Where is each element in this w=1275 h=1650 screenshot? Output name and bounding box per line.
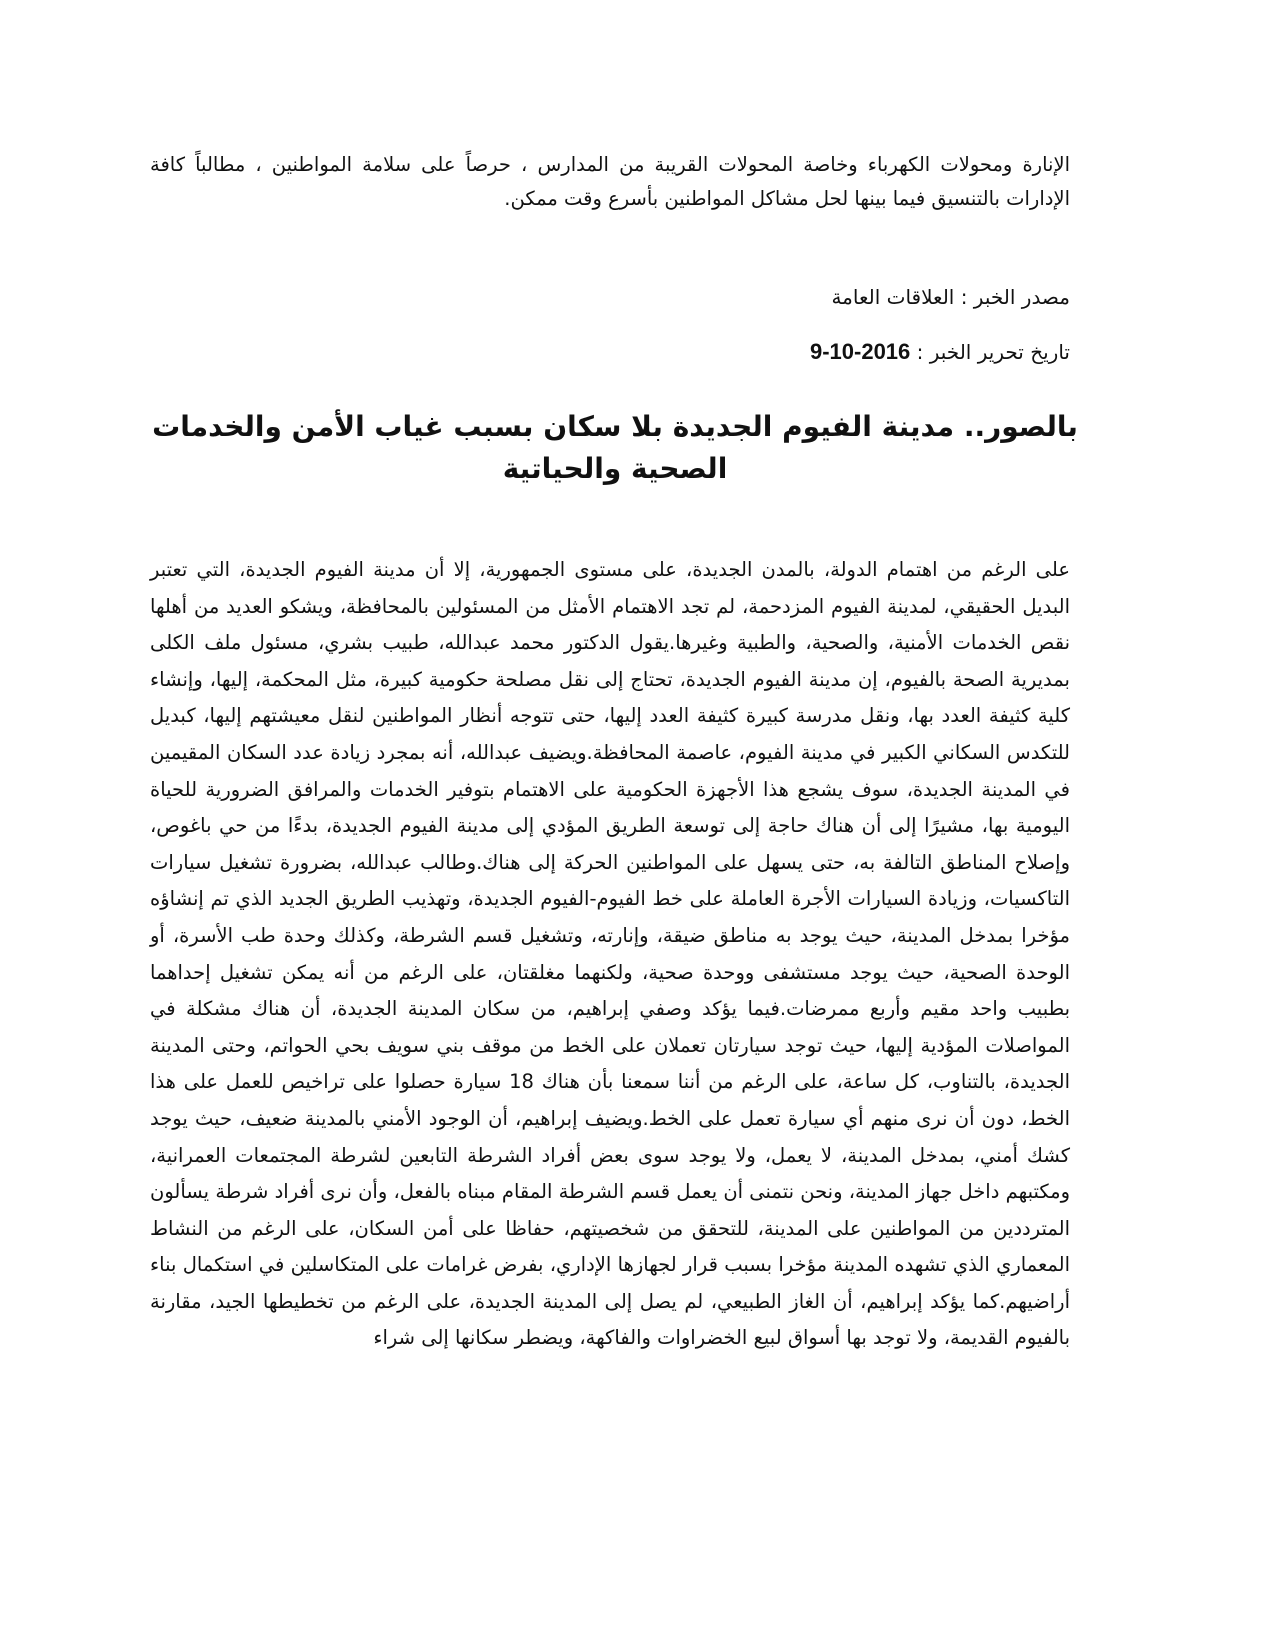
news-date-line [150, 337, 1070, 367]
article-headline [145, 406, 1085, 490]
intro-paragraph [150, 148, 1070, 216]
news-date-value: 9-10-2016 [809, 339, 911, 364]
article-body-text: على الرغم من اهتمام الدولة، بالمدن الجديدة، على مستوى الجمهورية، إلا أن مدينة الفيوم الجديدة، التي تعتبر البديل الحقيقي، لمدينة الفيوم المزدحمة، لم تجد الاهتمام الأمثل من المسئولين بالمحافظة، ويشكو العديد من أهلها نقص الخدمات الأمنية، والصحية، والطبية وغيرها.يقول الدكتور محمد عبدالله، طبيب بشري، مسئول ملف الكلى بمديرية الصحة بالفيوم، إن مدينة الفيوم الجديدة، تحتاج إلى نقل مصلحة حكومية كبيرة، مثل المحكمة، إليها، وإنشاء كلية كثيفة العدد بها، ونقل مدرسة كبيرة كثيفة العدد إليها، حتى تتوجه أنظار المواطنين لنقل معيشتهم إليها، كبديل للتكدس السكاني الكبير في مدينة الفيوم، عاصمة المحافظة.ويضيف عبدالله، أنه بمجرد زيادة عدد السكان المقيمين في المدينة الجديدة، سوف يشجع هذا الأجهزة الحكومية على الاهتمام بتوفير الخدمات والمرافق الضرورية للحياة اليومية بها، مشيرًا إلى أن هناك حاجة إلى توسعة الطريق المؤدي إلى مدينة الفيوم الجديدة، بدءًا من حي باغوص، وإصلاح المناطق التالفة به، حتى يسهل على المواطنين الحركة إلى هناك.وطالب عبدالله، بضرورة تشغيل سيارات التاكسيات، وزيادة السيارات الأجرة العاملة على خط الفيوم-الفيوم الجديدة، وتهذيب الطريق الجديد الذي تم إنشاؤه مؤخرا بمدخل المدينة، حيث يوجد به مناطق ضيقة، وإنارته، وتشغيل قسم الشرطة، وكذلك وحدة طب الأسرة، أو الوحدة الصحية، حيث يوجد مستشفى ووحدة صحية، ولكنهما مغلقتان، على الرغم من أنه يمكن تشغيل إحداهما بطبيب واحد مقيم وأربع ممرضات.فيما يؤكد وصفي إبراهيم، من سكان المدينة الجديدة، أن هناك مشكلة في المواصلات المؤدية إليها، حيث توجد سيارتان تعملان على الخط من موقف بني سويف بحي الحواتم، وحتى المدينة الجديدة، بالتناوب، كل ساعة، على الرغم من أننا سمعنا بأن هناك 18 سيارة حصلوا على تراخيص للعمل على هذا الخط، دون أن نرى منهم أي سيارة تعمل على الخط.ويضيف إبراهيم، أن الوجود الأمني بالمدينة ضعيف، حيث يوجد كشك أمني، بمدخل المدينة، لا يعمل، ولا يوجد سوى بعض أفراد الشرطة التابعين لشرطة المجتمعات العمرانية، ومكتبهم داخل جهاز المدينة، ونحن نتمنى أن يعمل قسم الشرطة المقام مبناه بالفعل، وأن نرى أفراد شرطة يسألون المترددين من المواطنين على المدينة، للتحقق من شخصيتهم، حفاظا على أمن السكان، على الرغم من النشاط المعماري الذي تشهده المدينة مؤخرا بسبب قرار لجهازها الإداري، بفرض غرامات على المتكاسلين في استكمال بناء أراضيهم.كما يؤكد إبراهيم، أن الغاز الطبيعي، لم يصل إلى المدينة الجديدة، على الرغم من تخطيطها الجيد، مقارنة بالفيوم القديمة، ولا توجد بها أسواق لبيع الخضراوات والفاكهة، ويضطر سكانها إلى شراء [150, 558, 1070, 1350]
news-source-line [150, 282, 1070, 312]
intro-text: الإنارة ومحولات الكهرباء وخاصة المحولات القريبة من المدارس ، حرصاً على سلامة المواطنين ، مطالباً كافة الإدارات بالتنسيق فيما بينها لحل مشاكل المواطنين بأسرع وقت ممكن. [150, 153, 1070, 210]
article-body [150, 552, 1070, 1357]
news-date-label: تاريخ تحرير الخبر : [910, 340, 1070, 364]
article-headline-text: بالصور.. مدينة الفيوم الجديدة بلا سكان بسبب غياب الأمن والخدمات الصحية والحياتية [152, 410, 1078, 485]
news-source-text: مصدر الخبر : العلاقات العامة [831, 285, 1070, 309]
